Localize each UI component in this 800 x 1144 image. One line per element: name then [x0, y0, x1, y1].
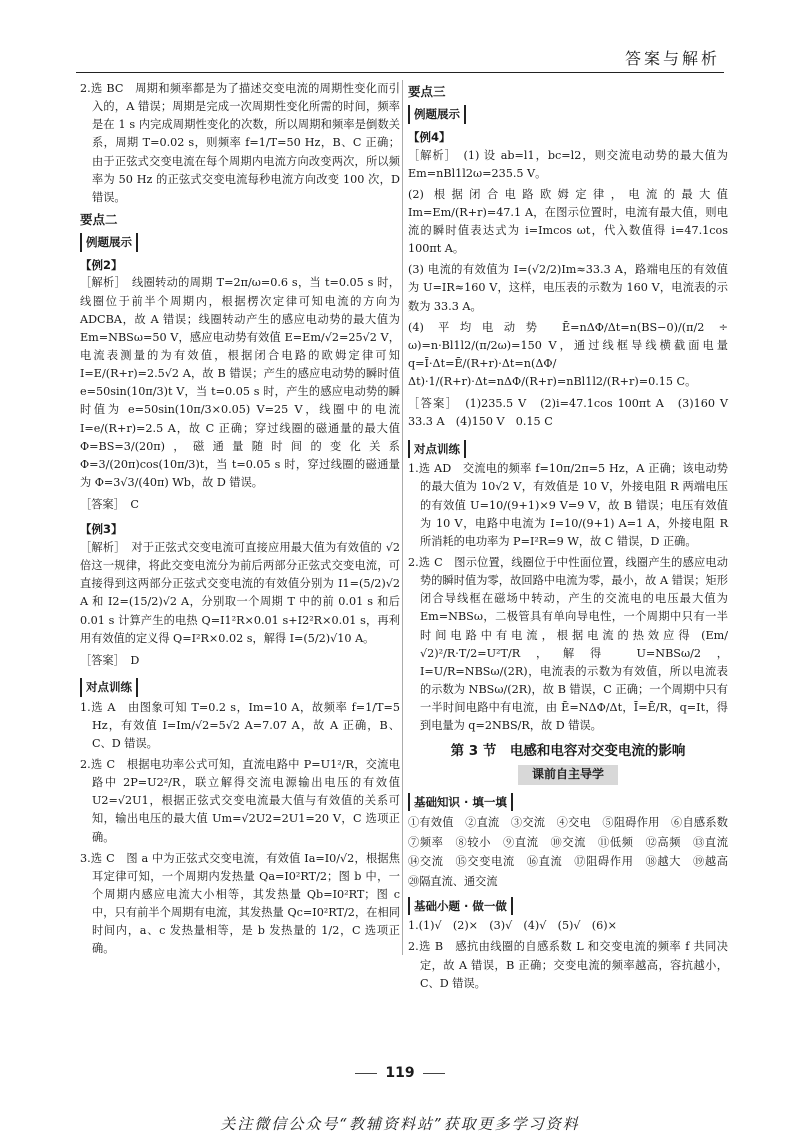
right-column: [408, 80, 740, 996]
key-point-2-heading: 要点二: [80, 211, 118, 227]
basic-answer-1: 1.(1)√ (2)× (3)√ (4)√ (5)√ (6)×: [408, 919, 617, 933]
key-point-3-heading: 要点三: [408, 84, 446, 99]
example-3-analysis: ［解析］ 对于正弦式交变电流可直接应用最大值为有效值的 √2 倍这一规律，将此交变电流分为前后两部分正弦式交变电流，可直接得到这两部分正弦式交变电流的有效值分别为 I1=(5/2)√2 A 和 I2=(15/2)√2 A，分别取一个周期 T 中的前 0.01 s 和后 0.01 s 计算产生的电热 Q=I1²R×0.01 s+I2²R×0.01 s，再利用有效值的定义得 Q=I²R×0.02 s，解得 I=(5/2)√10 A。: [80, 540, 400, 645]
training-heading-right: 对点训练: [408, 440, 466, 459]
footer-note: 关注微信公众号“教辅资料站”获取更多学习资料: [220, 1115, 580, 1133]
column-divider: [402, 80, 403, 955]
example-3-label: 【例3】: [80, 522, 123, 537]
training-answer-3: 3.选 C 图 a 中为正弦式交变电流，有效值 Ia=I0/√2，根据焦耳定律可知，一个周期内发热量 Qa=I0²RT/2；图 b 中，一个周期内感应电流大小相等，其发热量 Qb=I0²RT；图 c 中，只有前半个周期有电流，其发热量 Qc=I0²RT/2，在相同时间内，a、c 发热量相等，是 b 发热量的 1/2，C 选项正确。: [80, 851, 400, 956]
pre-class-banner: [408, 765, 728, 784]
example-heading: 例题展示: [80, 233, 138, 252]
training-heading: 对点训练: [80, 678, 138, 697]
example-4-label: 【例4】: [408, 129, 451, 144]
left-column: [80, 80, 400, 962]
example-4-part-3: (3) 电流的有效值为 I=(√2/2)Im≈33.3 A，路端电压的有效值为 U=IR≈160 V，这样，电压表的示数为 160 V，电流表的示数为 33.3 A。: [408, 263, 728, 313]
example-heading-right: 例题展示: [408, 105, 466, 124]
header-title: 答案与解析: [624, 49, 720, 68]
example-2-analysis: ［解析］ 线圈转动的周期 T=2π/ω=0.6 s，当 t=0.05 s 时，线圈位于前半个周期内，根据楞次定律可知电流的方向为 ADCBA，故 A 错误；线圈转动产生的感应电动势的最大值为 Em=NBSω=50 V，感应电动势有效值 E=Em/√2=25√2 V，电流表测量的为有效值，根据闭合电路的欧姆定律可知 I=E/(R+r)=2.5√2 A，故 B 错误；产生的感应电动势的瞬时值 e=50sin(10π/3)t V，当 t=0.05 s 时，产生的感应电动势的瞬时值为 e=50sin(10π/3×0.05) V=25 V，线圈中的电流 I=e/(R+r)=2.5 A，故 C 正确；穿过线圈的磁通量的最大值 Φ=BS=3/(20π)，磁通量随时间的变化关系 Φ=3/(20π)cos(10π/3)t，当 t=0.05 s 时，穿过线圈的磁通量为 Φ=3√3/(40π) Wb，故 D 错误。: [80, 276, 400, 490]
basic-knowledge-heading: 基础知识 · 填一填: [408, 793, 513, 812]
example-4-part-2: (2) 根据闭合电路欧姆定律，电流的最大值 Im=Em/(R+r)=47.1 A，在图示位置时，电流有最大值，则电流的瞬时值表达式为 i=Imcos ωt，代入数值得 i=47.1cos 100πt A。: [408, 187, 728, 256]
example-2-label: 【例2】: [80, 257, 123, 272]
training-answer-r1: 1.选 AD 交流电的频率 f=10π/2π=5 Hz，A 正确；该电动势的最大值为 10√2 V，有效值是 10 V，外接电阻 R 两端电压的有效值 U=10/(9+1)×9 V=9 V，故 B 错误；电压有效值为 10 V，电路中电流为 I=10/(9+1) A=1 A，外接电阻 R 所消耗的电功率为 P=I²R=9 W，故 C 错误，D 正确。: [408, 462, 728, 548]
page-number-dash-left: [355, 1073, 377, 1074]
example-4-part-4: (4) 平均电动势 Ē=nΔΦ/Δt=n(BS−0)/(π/2 ÷ ω)=n·Bl1l2/(π/2ω)=150 V，通过线框导线横截面电量 q=Ī·Δt=Ē/(R+r)·Δt=n(ΔΦ/Δt)·1/(R+r)·Δt=nΔΦ/(R+r)=nBl1l2/(R+r)=0.15 C。: [408, 320, 728, 389]
training-answer-1: 1.选 A 由图象可知 T=0.2 s，Im=10 A，故频率 f=1/T=5 Hz，有效值 I=Im/√2=5√2 A=7.07 A，故 A 正确，B、C、D 错误。: [80, 700, 400, 750]
page-number-text: 119: [385, 1065, 415, 1081]
training-answer-r2: 2.选 C 图示位置，线圈位于中性面位置，线圈产生的感应电动势的瞬时值为零，故回路中电流为零，最小，故 A 错误；矩形闭合导线框在磁场中转动，产生的交流电的电压最大值为 Em=NBSω，二极管具有单向导电性，一个周期中只有一半时间电路中有电流，根据电流的热效应得 (Em/√2)²/R·T/2=U²T/R，解得 U=NBSω/2，I=U/R=NBSω/(2R)，电流表的示数为有效值，所以电流表的示数为 NBSω/(2R)，故 B 错误，C 正确；一个周期中只有一半时间电路中有电流，由 Ē=NΔΦ/Δt，Ī=Ē/R，q=It，得到电量为 q=2NBS/R，故 D 错误。: [408, 555, 728, 733]
example-4-answer: ［答案］ (1)235.5 V (2)i=47.1cos 100πt A (3)160 V 33.3 A (4)150 V 0.15 C: [408, 397, 740, 429]
page-number: [0, 1062, 800, 1085]
page-header: [76, 40, 724, 73]
basic-answer-2: 2.选 B 感抗由线圈的自感系数 L 和交变电流的频率 f 共同决定，故 A 错误，B 正确；交变电流的频率越高，容抗越小，C、D 错误。: [408, 940, 728, 990]
example-3-answer: ［答案］ D: [80, 653, 140, 667]
basic-questions-heading: 基础小题 · 做一做: [408, 897, 513, 916]
example-2-answer: ［答案］ C: [80, 498, 139, 512]
training-answer-2: 2.选 C 根据电功率公式可知，直流电路中 P=U1²/R，交流电路中 2P=U2²/R，联立解得交流电源输出电压的有效值 U2=√2U1，根据正弦式交变电流最大值与有效值的关系可知，输出电压的最大值 Um=√2U2=2U1=20 V，C 选项正确。: [80, 757, 400, 844]
pre-class-label: 课前自主导学: [518, 765, 618, 784]
fill-blank-answers: ①有效值 ②直流 ③交流 ④交电 ⑤阻碍作用 ⑥自感系数 ⑦频率 ⑧较小 ⑨直流 ⑩交流 ⑪低频 ⑫高频 ⑬直流 ⑭交流 ⑮交变电流 ⑯直流 ⑰阻碍作用 ⑱越大 ⑲越高 ⑳隔直流、通交流: [408, 816, 740, 889]
section-3-title: 第 3 节 电感和电容对交变电流的影响: [450, 743, 686, 760]
page-number-dash-right: [423, 1073, 445, 1074]
answer-2-bc: 2.选 BC 周期和频率都是为了描述交变电流的周期性变化而引入的，A 错误；周期是完成一次周期性变化所需的时间，频率是在 1 s 内完成周期性变化的次数，所以周期和频率是倒数关系，周期 T=0.02 s，则频率 f=1/T=50 Hz，B、C 正确；由于正弦式交变电流在每个周期内电流方向改变两次，所以频率为 50 Hz 的正弦式交变电流每秒电流方向改变 100 次，D 错误。: [80, 82, 400, 204]
example-4-part-1: ［解析］ (1) 设 ab=l1，bc=l2，则交流电动势的最大值为 Em=nBl1l2ω=235.5 V。: [408, 148, 728, 180]
